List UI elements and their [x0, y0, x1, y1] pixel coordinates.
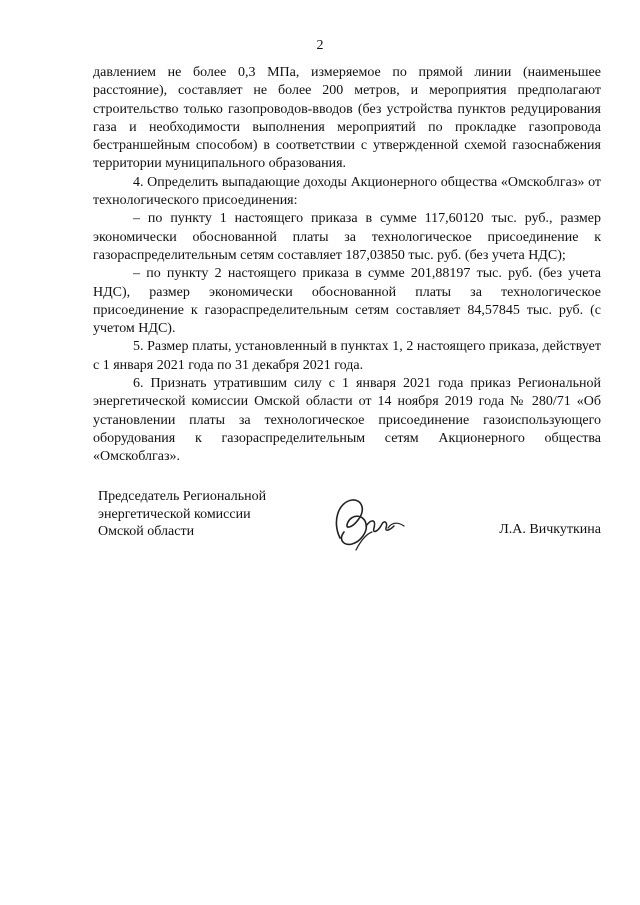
paragraph-item-5: 5. Размер платы, установленный в пунктах 1, 2 настоящего приказа, действует с 1 января 2021 года по 31 декабря 2021 года. — [93, 339, 601, 373]
paragraph-item-4-sub-1: – по пункту 1 настоящего приказа в сумме 117,60120 тыс. руб., размер экономически обоснованной платы за технологическое присоединение к газораспределительным сетям составляет 187,03850 тыс. руб. (без учета НДС); — [93, 211, 601, 263]
paragraph-item-4-sub-2: – по пункту 2 настоящего приказа в сумме 201,88197 тыс. руб. (без учета НДС), размер экономически обоснованной платы за технологическое присоединение к газораспределительным сетям составляет 84,57845 тыс. руб. (с учетом НДС). — [93, 266, 601, 337]
signatory-title-line: Председатель Региональной — [98, 489, 267, 504]
paragraph-continuation: давлением не более 0,3 МПа, измеряемое по прямой линии (наименьшее расстояние), составляет не более 200 метров, и мероприятия предполагают строительство только газопроводов-вводов (без устройства пунктов редуцирования газа и необходимости выполнения мероприятий по прокладке газопровода бестраншейным способом) в соответствии с утвержденной схемой газоснабжения территории муниципального образования. — [93, 65, 601, 172]
paragraph-item-6: 6. Признать утратившим силу с 1 января 2021 года приказ Региональной энергетической комиссии Омской области от 14 ноября 2019 года № 280/71 «Об установлении платы за технологическое присоединение газоиспользующего оборудования к газораспределительным сетям Акционерного общества «Омскоблгаз». — [93, 376, 601, 465]
page-number: 2 — [316, 38, 324, 53]
paragraph-item-4: 4. Определить выпадающие доходы Акционерного общества «Омскоблгаз» от технологического присоединения: — [93, 174, 601, 209]
signature-block — [98, 488, 603, 568]
signatory-title — [98, 488, 266, 541]
signatory-name: Л.А. Вичкуткина — [499, 522, 601, 537]
document-body — [93, 64, 601, 467]
signatory-title-line: Омской области — [98, 524, 195, 539]
handwritten-signature — [326, 492, 410, 554]
signatory-title-line: энергетической комиссии — [98, 506, 251, 522]
